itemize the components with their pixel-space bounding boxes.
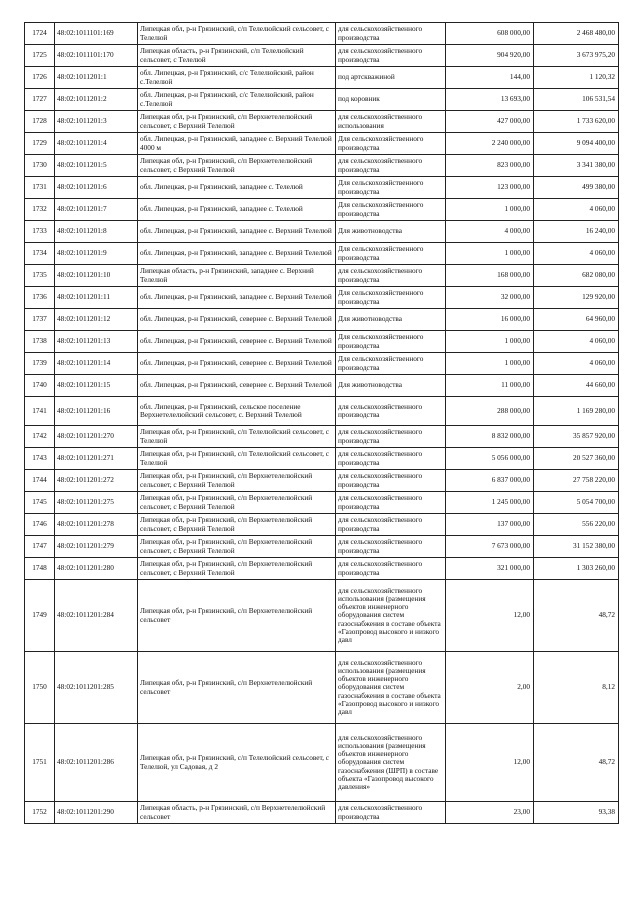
land-use-cell: для сельскохозяйственного производства: [336, 45, 446, 67]
row-number-cell: 1734: [25, 243, 55, 265]
cadastral-value-cell: 27 758 220,00: [534, 470, 619, 492]
cadastral-value-cell: 20 527 360,00: [534, 448, 619, 470]
land-use-cell: для сельскохозяйственного производства: [336, 265, 446, 287]
cadastral-number-cell: 48:02:1011101:170: [55, 45, 138, 67]
cadastral-number-cell: 48:02:1011201:290: [55, 802, 138, 824]
land-use-cell: для сельскохозяйственного использования (размещения объектов инженерного оборудования систем газоснабжения (ШРП) в составе объекта «Газопровод высокого давления»: [336, 724, 446, 802]
cadastral-number-cell: 48:02:1011201:6: [55, 177, 138, 199]
area-cell: 1 000,00: [446, 353, 534, 375]
cadastral-value-cell: 8,12: [534, 652, 619, 724]
address-cell: Липецкая обл, р-н Грязинский, с/п Верхнетелелюйский сельсовет, с Верхний Телелюй: [138, 155, 336, 177]
address-cell: обл. Липецкая, р-н Грязинский, западнее с. Верхний Телелюй: [138, 243, 336, 265]
address-cell: Липецкая обл, р-н Грязинский, с/п Верхнетелелюйский сельсовет, с Верхний Телелюй: [138, 492, 336, 514]
table-row: [25, 89, 619, 111]
area-cell: 6 837 000,00: [446, 470, 534, 492]
table-row: [25, 514, 619, 536]
area-cell: 13 693,00: [446, 89, 534, 111]
land-use-cell: для сельскохозяйственного производства: [336, 802, 446, 824]
row-number-cell: 1738: [25, 331, 55, 353]
cadastral-number-cell: 48:02:1011201:285: [55, 652, 138, 724]
land-use-cell: Для сельскохозяйственного производства: [336, 287, 446, 309]
row-number-cell: 1724: [25, 23, 55, 45]
cadastral-value-cell: 64 960,00: [534, 309, 619, 331]
address-cell: обл. Липецкая, р-н Грязинский, севернее с. Верхний Телелюй: [138, 353, 336, 375]
cadastral-value-cell: 4 060,00: [534, 199, 619, 221]
table-row: [25, 309, 619, 331]
cadastral-value-cell: 44 660,00: [534, 375, 619, 397]
cadastral-number-cell: 48:02:1011201:270: [55, 426, 138, 448]
row-number-cell: 1745: [25, 492, 55, 514]
cadastral-value-cell: 2 468 480,00: [534, 23, 619, 45]
cadastral-number-cell: 48:02:1011201:9: [55, 243, 138, 265]
table-row: [25, 45, 619, 67]
area-cell: 168 000,00: [446, 265, 534, 287]
row-number-cell: 1740: [25, 375, 55, 397]
cadastral-number-cell: 48:02:1011201:12: [55, 309, 138, 331]
address-cell: обл. Липецкая, р-н Грязинский, с/с Телелюйский, район с.Телелюй: [138, 89, 336, 111]
cadastral-value-cell: 31 152 380,00: [534, 536, 619, 558]
table-row: [25, 155, 619, 177]
cadastral-number-cell: 48:02:1011201:286: [55, 724, 138, 802]
cadastral-number-cell: 48:02:1011201:275: [55, 492, 138, 514]
cadastral-number-cell: 48:02:1011201:3: [55, 111, 138, 133]
area-cell: 1 000,00: [446, 199, 534, 221]
area-cell: 288 000,00: [446, 397, 534, 426]
address-cell: обл. Липецкая, р-н Грязинский, западнее с. Телелюй: [138, 199, 336, 221]
area-cell: 123 000,00: [446, 177, 534, 199]
cadastral-value-cell: 1 120,32: [534, 67, 619, 89]
area-cell: 16 000,00: [446, 309, 534, 331]
table-body: [25, 23, 619, 824]
row-number-cell: 1726: [25, 67, 55, 89]
land-use-cell: Для сельскохозяйственного производства: [336, 331, 446, 353]
address-cell: Липецкая обл, р-н Грязинский, с/п Верхнетелелюйский сельсовет: [138, 580, 336, 652]
table-row: [25, 558, 619, 580]
table-row: [25, 724, 619, 802]
address-cell: обл. Липецкая, р-н Грязинский, западнее с. Верхний Телелюй 4000 м: [138, 133, 336, 155]
row-number-cell: 1746: [25, 514, 55, 536]
area-cell: 32 000,00: [446, 287, 534, 309]
table-row: [25, 111, 619, 133]
cadastral-value-cell: 4 060,00: [534, 331, 619, 353]
land-use-cell: Для сельскохозяйственного производства: [336, 243, 446, 265]
area-cell: 904 920,00: [446, 45, 534, 67]
address-cell: Липецкая область, р-н Грязинский, с/п Верхнетелелюйский сельсовет: [138, 802, 336, 824]
area-cell: 4 000,00: [446, 221, 534, 243]
table-row: [25, 470, 619, 492]
row-number-cell: 1728: [25, 111, 55, 133]
land-use-cell: для сельскохозяйственного использования (размещения объектов инженерного оборудования систем газоснабжения в составе объекта «Газопровод высокого и низкого давл: [336, 652, 446, 724]
area-cell: 427 000,00: [446, 111, 534, 133]
address-cell: Липецкая обл, р-н Грязинский, с/п Телелюйский сельсовет, с Телелюй, ул Садовая, д 2: [138, 724, 336, 802]
land-use-cell: для сельскохозяйственного производства: [336, 514, 446, 536]
row-number-cell: 1739: [25, 353, 55, 375]
row-number-cell: 1752: [25, 802, 55, 824]
cadastral-number-cell: 48:02:1011101:169: [55, 23, 138, 45]
area-cell: 5 056 000,00: [446, 448, 534, 470]
row-number-cell: 1742: [25, 426, 55, 448]
cadastral-number-cell: 48:02:1011201:8: [55, 221, 138, 243]
row-number-cell: 1727: [25, 89, 55, 111]
cadastral-number-cell: 48:02:1011201:271: [55, 448, 138, 470]
cadastral-number-cell: 48:02:1011201:15: [55, 375, 138, 397]
cadastral-number-cell: 48:02:1011201:14: [55, 353, 138, 375]
land-plot-table: [24, 22, 619, 824]
document-page: [24, 22, 618, 824]
cadastral-value-cell: 48,72: [534, 580, 619, 652]
cadastral-value-cell: 3 341 380,00: [534, 155, 619, 177]
table-row: [25, 331, 619, 353]
cadastral-number-cell: 48:02:1011201:11: [55, 287, 138, 309]
address-cell: обл. Липецкая, р-н Грязинский, сельское поселение Верхнетелелюйский сельсовет, с. Верхний Телелюй: [138, 397, 336, 426]
cadastral-value-cell: 9 094 400,00: [534, 133, 619, 155]
cadastral-number-cell: 48:02:1011201:13: [55, 331, 138, 353]
table-row: [25, 287, 619, 309]
area-cell: 144,00: [446, 67, 534, 89]
cadastral-number-cell: 48:02:1011201:279: [55, 536, 138, 558]
address-cell: Липецкая обл, р-н Грязинский, с/п Верхнетелелюйский сельсовет, с Верхний Телелюй: [138, 514, 336, 536]
table-row: [25, 580, 619, 652]
address-cell: обл. Липецкая, р-н Грязинский, западнее с. Верхний Телелюй: [138, 287, 336, 309]
row-number-cell: 1730: [25, 155, 55, 177]
area-cell: 137 000,00: [446, 514, 534, 536]
land-use-cell: под коровник: [336, 89, 446, 111]
address-cell: Липецкая обл, р-н Грязинский, с/п Верхнетелелюйский сельсовет, с Верхний Телелюй: [138, 111, 336, 133]
land-use-cell: для сельскохозяйственного производства: [336, 155, 446, 177]
row-number-cell: 1732: [25, 199, 55, 221]
land-use-cell: под артскважиной: [336, 67, 446, 89]
area-cell: 1 245 000,00: [446, 492, 534, 514]
cadastral-value-cell: 106 531,54: [534, 89, 619, 111]
row-number-cell: 1743: [25, 448, 55, 470]
cadastral-number-cell: 48:02:1011201:280: [55, 558, 138, 580]
row-number-cell: 1749: [25, 580, 55, 652]
land-use-cell: для сельскохозяйственного производства: [336, 536, 446, 558]
cadastral-number-cell: 48:02:1011201:278: [55, 514, 138, 536]
area-cell: 12,00: [446, 580, 534, 652]
row-number-cell: 1751: [25, 724, 55, 802]
cadastral-value-cell: 93,38: [534, 802, 619, 824]
table-row: [25, 652, 619, 724]
land-use-cell: Для сельскохозяйственного производства: [336, 353, 446, 375]
land-use-cell: Для сельскохозяйственного производства: [336, 133, 446, 155]
area-cell: 1 000,00: [446, 243, 534, 265]
table-row: [25, 397, 619, 426]
row-number-cell: 1736: [25, 287, 55, 309]
area-cell: 11 000,00: [446, 375, 534, 397]
cadastral-number-cell: 48:02:1011201:7: [55, 199, 138, 221]
row-number-cell: 1750: [25, 652, 55, 724]
cadastral-number-cell: 48:02:1011201:284: [55, 580, 138, 652]
address-cell: Липецкая область, р-н Грязинский, с/п Телелюйский сельсовет, с Телелюй: [138, 45, 336, 67]
cadastral-value-cell: 4 060,00: [534, 243, 619, 265]
table-row: [25, 492, 619, 514]
land-use-cell: для сельскохозяйственного производства: [336, 492, 446, 514]
area-cell: 12,00: [446, 724, 534, 802]
land-use-cell: для сельскохозяйственного производства: [336, 23, 446, 45]
land-use-cell: Для сельскохозяйственного производства: [336, 177, 446, 199]
table-row: [25, 67, 619, 89]
area-cell: 2,00: [446, 652, 534, 724]
area-cell: 2 240 000,00: [446, 133, 534, 155]
cadastral-value-cell: 3 673 975,20: [534, 45, 619, 67]
address-cell: обл. Липецкая, р-н Грязинский, севернее с. Верхний Телелюй: [138, 309, 336, 331]
cadastral-number-cell: 48:02:1011201:272: [55, 470, 138, 492]
address-cell: Липецкая обл, р-н Грязинский, с/п Телелюйский сельсовет, с Телелюй: [138, 448, 336, 470]
table-row: [25, 177, 619, 199]
area-cell: 1 000,00: [446, 331, 534, 353]
address-cell: Липецкая обл, р-н Грязинский, с/п Телелюйский сельсовет, с Телелюй: [138, 426, 336, 448]
cadastral-number-cell: 48:02:1011201:16: [55, 397, 138, 426]
address-cell: Липецкая обл, р-н Грязинский, с/п Верхнетелелюйский сельсовет, с Верхний Телелюй: [138, 558, 336, 580]
cadastral-value-cell: 16 240,00: [534, 221, 619, 243]
land-use-cell: для сельскохозяйственного производства: [336, 397, 446, 426]
table-row: [25, 353, 619, 375]
address-cell: Липецкая обл, р-н Грязинский, с/п Верхнетелелюйский сельсовет, с Верхний Телелюй: [138, 470, 336, 492]
address-cell: обл. Липецкая, р-н Грязинский, с/с Телелюйский, район с.Телелюй: [138, 67, 336, 89]
row-number-cell: 1741: [25, 397, 55, 426]
cadastral-value-cell: 1 169 280,00: [534, 397, 619, 426]
row-number-cell: 1748: [25, 558, 55, 580]
row-number-cell: 1747: [25, 536, 55, 558]
land-use-cell: для сельскохозяйственного использования: [336, 111, 446, 133]
land-use-cell: для сельскохозяйственного производства: [336, 558, 446, 580]
address-cell: Липецкая обл, р-н Грязинский, с/п Телелюйский сельсовет, с Телелюй: [138, 23, 336, 45]
cadastral-value-cell: 1 733 620,00: [534, 111, 619, 133]
row-number-cell: 1737: [25, 309, 55, 331]
land-use-cell: для сельскохозяйственного производства: [336, 470, 446, 492]
table-row: [25, 243, 619, 265]
cadastral-value-cell: 5 054 700,00: [534, 492, 619, 514]
area-cell: 608 000,00: [446, 23, 534, 45]
row-number-cell: 1733: [25, 221, 55, 243]
cadastral-value-cell: 682 080,00: [534, 265, 619, 287]
cadastral-number-cell: 48:02:1011201:5: [55, 155, 138, 177]
area-cell: 7 673 000,00: [446, 536, 534, 558]
row-number-cell: 1725: [25, 45, 55, 67]
address-cell: Липецкая обл, р-н Грязинский, с/п Верхнетелелюйский сельсовет, с Верхний Телелюй: [138, 536, 336, 558]
cadastral-number-cell: 48:02:1011201:1: [55, 67, 138, 89]
area-cell: 321 000,00: [446, 558, 534, 580]
table-row: [25, 536, 619, 558]
table-row: [25, 199, 619, 221]
address-cell: обл. Липецкая, р-н Грязинский, севернее с. Верхний Телелюй: [138, 375, 336, 397]
cadastral-value-cell: 48,72: [534, 724, 619, 802]
table-row: [25, 265, 619, 287]
address-cell: обл. Липецкая, р-н Грязинский, западнее с. Телелюй: [138, 177, 336, 199]
row-number-cell: 1731: [25, 177, 55, 199]
row-number-cell: 1729: [25, 133, 55, 155]
table-row: [25, 802, 619, 824]
table-row: [25, 375, 619, 397]
row-number-cell: 1744: [25, 470, 55, 492]
land-use-cell: Для сельскохозяйственного производства: [336, 199, 446, 221]
cadastral-value-cell: 556 220,00: [534, 514, 619, 536]
land-use-cell: Для животноводства: [336, 375, 446, 397]
cadastral-value-cell: 35 857 920,00: [534, 426, 619, 448]
land-use-cell: для сельскохозяйственного использования (размещения объектов инженерного оборудования систем газоснабжения в составе объекта «Газопровод высокого и низкого давл: [336, 580, 446, 652]
area-cell: 823 000,00: [446, 155, 534, 177]
land-use-cell: Для животноводства: [336, 221, 446, 243]
area-cell: 8 832 000,00: [446, 426, 534, 448]
land-use-cell: Для животноводства: [336, 309, 446, 331]
table-row: [25, 133, 619, 155]
table-row: [25, 221, 619, 243]
address-cell: Липецкая обл, р-н Грязинский, с/п Верхнетелелюйский сельсовет: [138, 652, 336, 724]
cadastral-value-cell: 129 920,00: [534, 287, 619, 309]
cadastral-value-cell: 499 380,00: [534, 177, 619, 199]
cadastral-value-cell: 1 303 260,00: [534, 558, 619, 580]
address-cell: обл. Липецкая, р-н Грязинский, западнее с. Верхний Телелюй: [138, 221, 336, 243]
address-cell: Липецкая область, р-н Грязинский, западнее с. Верхний Телелюй: [138, 265, 336, 287]
cadastral-number-cell: 48:02:1011201:4: [55, 133, 138, 155]
cadastral-value-cell: 4 060,00: [534, 353, 619, 375]
table-row: [25, 448, 619, 470]
table-row: [25, 23, 619, 45]
cadastral-number-cell: 48:02:1011201:2: [55, 89, 138, 111]
row-number-cell: 1735: [25, 265, 55, 287]
address-cell: обл. Липецкая, р-н Грязинский, севернее с. Верхний Телелюй: [138, 331, 336, 353]
land-use-cell: для сельскохозяйственного производства: [336, 448, 446, 470]
land-use-cell: для сельскохозяйственного производства: [336, 426, 446, 448]
table-row: [25, 426, 619, 448]
area-cell: 23,00: [446, 802, 534, 824]
cadastral-number-cell: 48:02:1011201:10: [55, 265, 138, 287]
